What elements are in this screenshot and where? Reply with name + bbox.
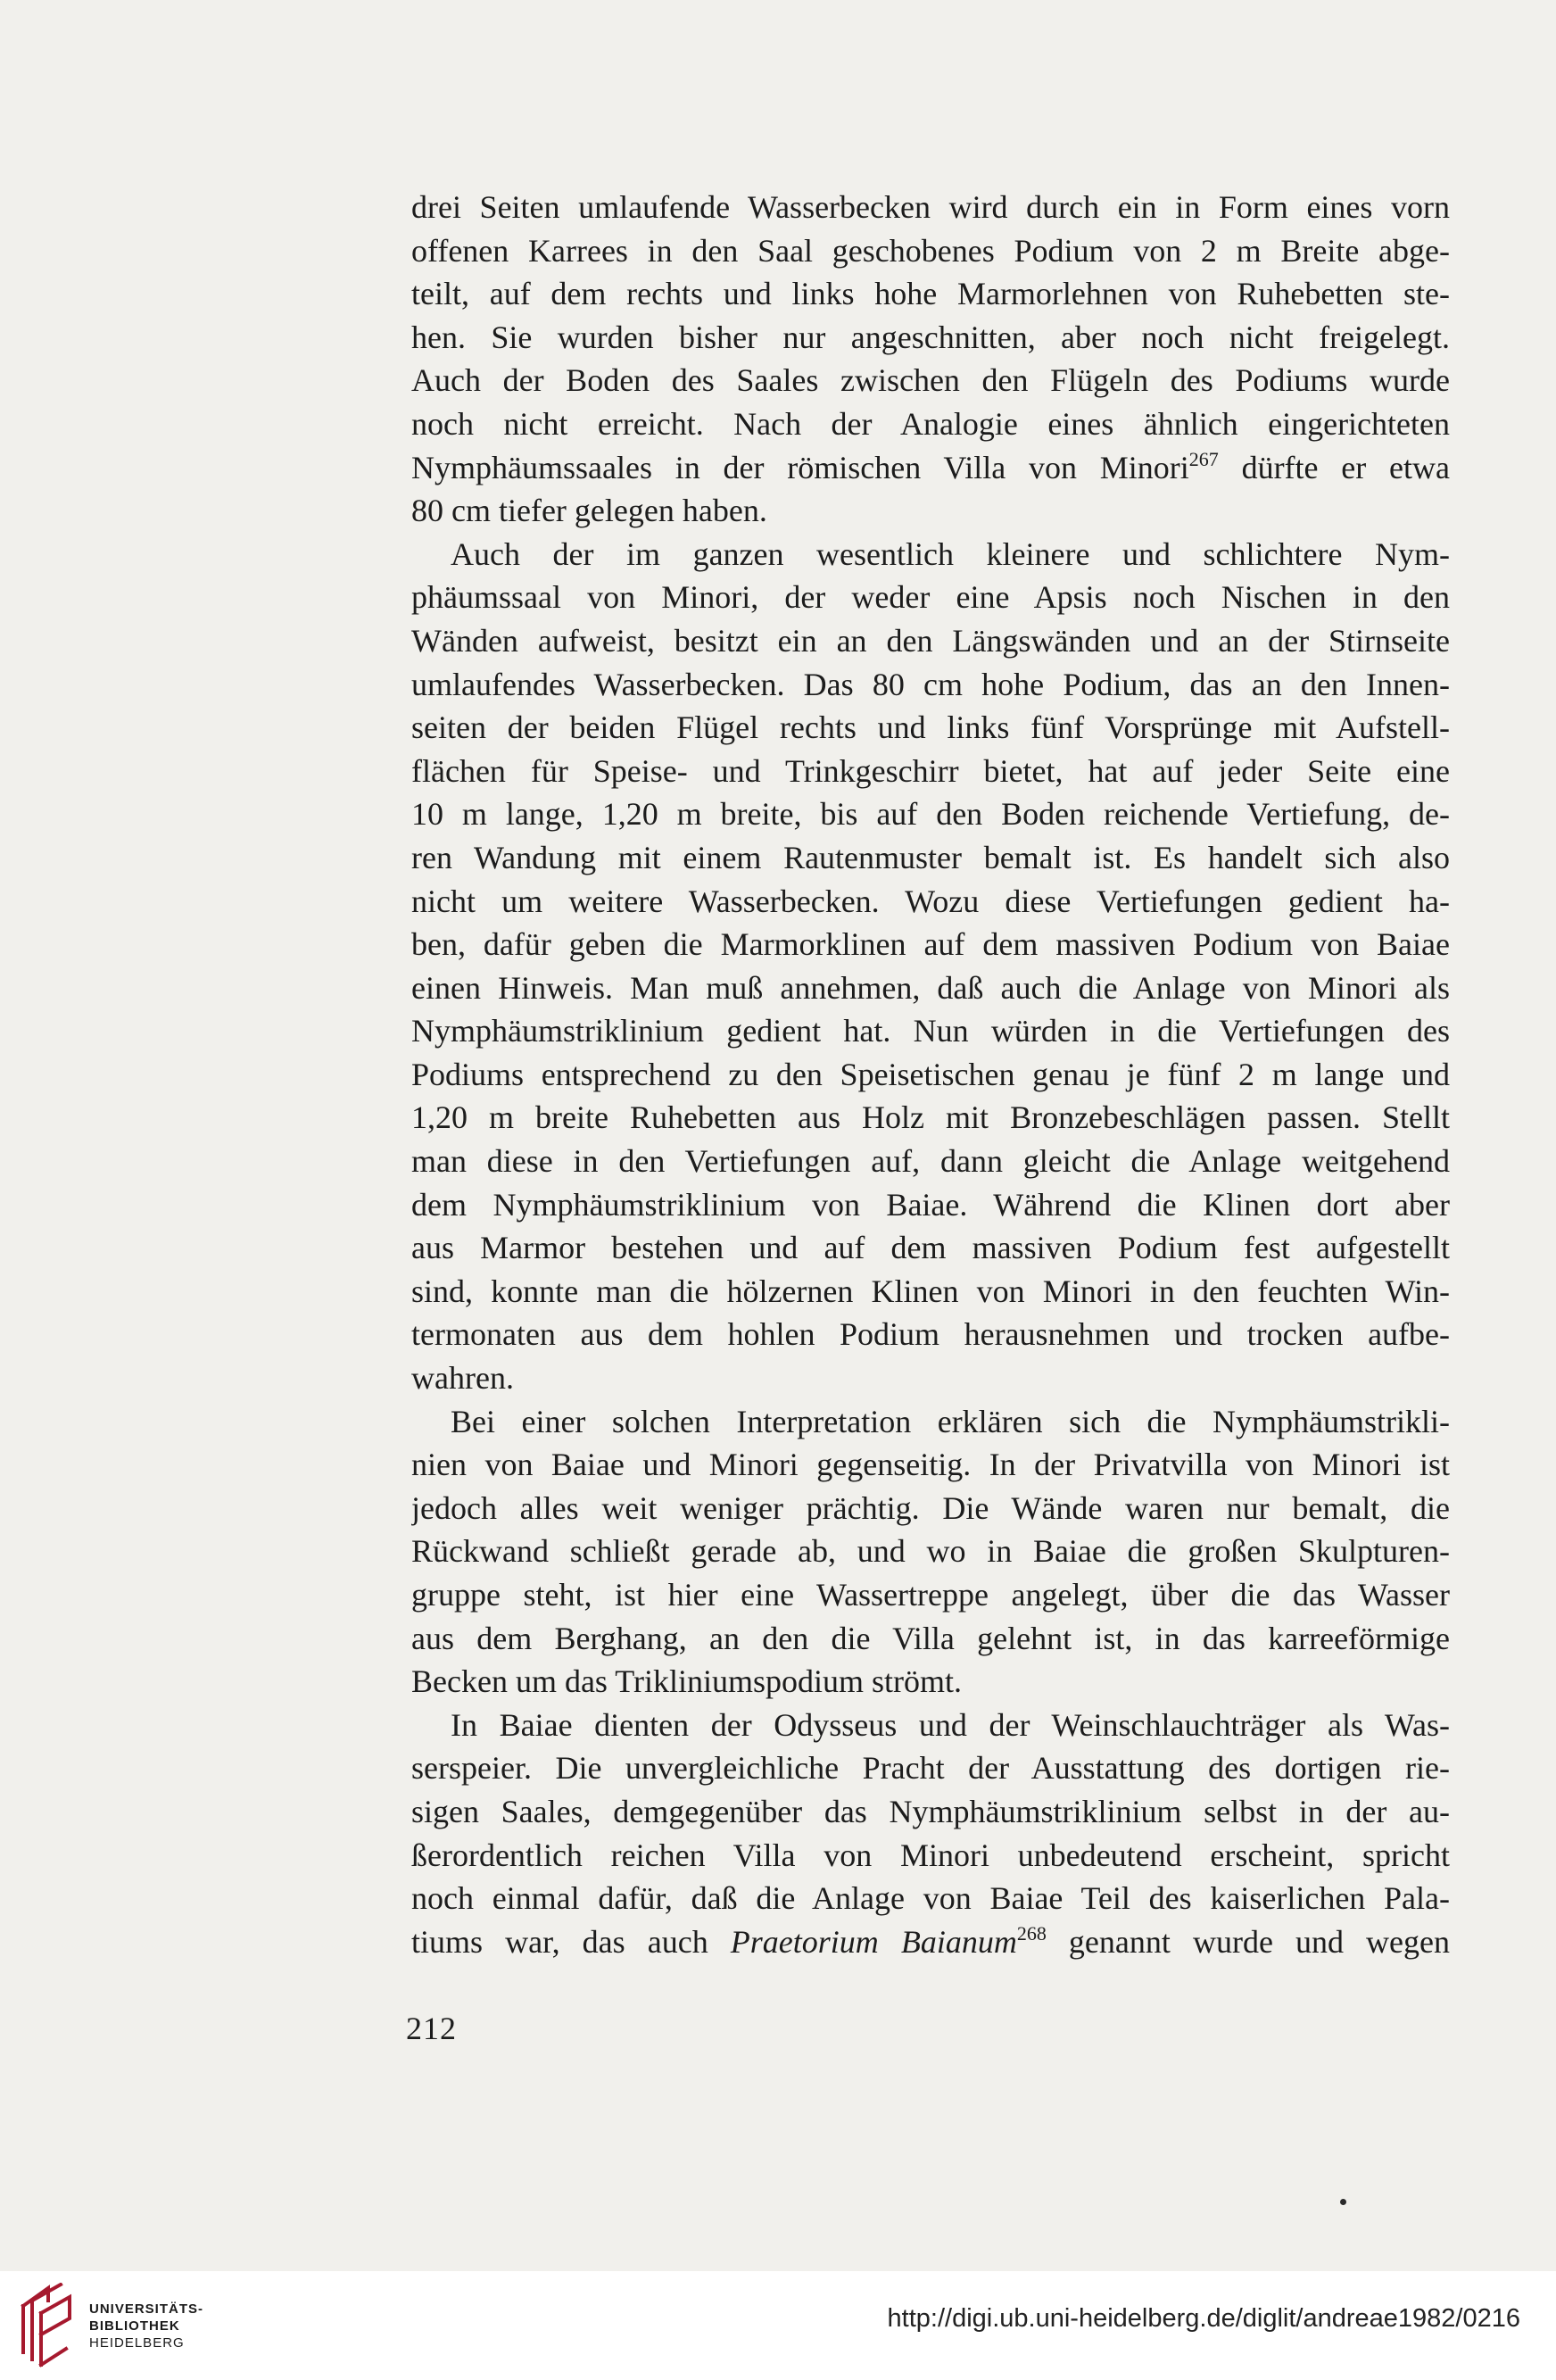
text-line: Wänden aufweist, besitzt ein an den Längswänden und an der Stirnseite	[411, 622, 1450, 659]
text-line: teilt, auf dem rechts und links hohe Marmorlehnen von Ruhebetten ste-	[411, 276, 1450, 312]
page-number: 212	[406, 2011, 457, 2046]
text-fragment: tiums war, das auch	[411, 1923, 708, 1960]
library-name-line: BIBLIOTHEK	[89, 2318, 180, 2334]
text-line: aus dem Berghang, an den die Villa gelehnt ist, in das karreeförmige	[411, 1620, 1450, 1656]
text-line: dem Nymphäumstriklinium von Baiae. Während die Klinen dort aber	[411, 1186, 1450, 1223]
logo-strokes	[23, 2285, 70, 2365]
text-line: ren Wandung mit einem Rautenmuster bemalt ist. Es handelt sich also	[411, 839, 1450, 875]
text-line: Nymphäumstriklinium gedient hat. Nun würden in die Vertiefungen des	[411, 1013, 1450, 1049]
text-line: aus Marmor bestehen und auf dem massiven Podium fest aufgestellt	[411, 1230, 1450, 1266]
text-line: ben, dafür geben die Marmorklinen auf dem massiven Podium von Baiae	[411, 926, 1450, 963]
text-line: Rückwand schließt gerade ab, und wo in Baiae die großen Skulpturen-	[411, 1533, 1450, 1570]
text-line: jedoch alles weit weniger prächtig. Die Wände waren nur bemalt, die	[411, 1489, 1450, 1526]
text-line: nicht um weitere Wasserbecken. Wozu diese Vertiefungen gedient ha-	[411, 883, 1450, 919]
text-line: termonaten aus dem hohlen Podium herausnehmen und trocken aufbe-	[411, 1316, 1450, 1353]
text-line: nien von Baiae und Minori gegenseitig. In der Privatvilla von Minori ist	[411, 1447, 1450, 1483]
text-fragment: Nymphäumssaales in der römischen Villa von Minori	[411, 449, 1189, 485]
text-line	[411, 446, 1450, 490]
text-line: hen. Sie wurden bisher nur angeschnitten, aber noch nicht freigelegt.	[411, 319, 1450, 355]
library-logo-icon	[18, 2283, 75, 2368]
text-fragment: dürfte er etwa	[1241, 449, 1450, 485]
text-line: gruppe steht, ist hier eine Wassertreppe angelegt, über die das Wasser	[411, 1577, 1450, 1613]
library-name-line: HEIDELBERG	[89, 2335, 185, 2351]
text-line: wahren.	[411, 1360, 514, 1397]
text-line: sind, konnte man die hölzernen Klinen von Minori in den feuchten Win-	[411, 1273, 1450, 1309]
text-line: drei Seiten umlaufende Wasserbecken wird durch ein in Form eines vorn	[411, 189, 1450, 225]
text-line: noch nicht erreicht. Nach der Analogie eines ähnlich eingerichteten	[411, 405, 1450, 442]
footnote-ref: 268	[1016, 1921, 1047, 1945]
body-text	[411, 186, 1450, 1963]
text-line: sigen Saales, demgegenüber das Nymphäumstriklinium selbst in der au-	[411, 1793, 1450, 1829]
text-line: man diese in den Vertiefungen auf, dann gleicht die Anlage weitgehend	[411, 1143, 1450, 1180]
library-name	[89, 2301, 203, 2351]
text-line: 1,20 m breite Ruhebetten aus Holz mit Bronzebeschlägen passen. Stellt	[411, 1099, 1450, 1136]
text-line: seiten der beiden Flügel rechts und links fünf Vorsprünge mit Aufstell-	[411, 709, 1450, 746]
text-line: noch einmal dafür, daß die Anlage von Baiae Teil des kaiserlichen Pala-	[411, 1880, 1450, 1917]
text-line: phäumssaal von Minori, der weder eine Apsis noch Nischen in den	[411, 579, 1450, 616]
text-line: flächen für Speise- und Trinkgeschirr bietet, hat auf jeder Seite eine	[411, 752, 1450, 789]
text-line: einen Hinweis. Man muß annehmen, daß auch die Anlage von Minori als	[411, 969, 1450, 1006]
text-line: Podiums entsprechend zu den Speisetischen genau je fünf 2 m lange und	[411, 1056, 1450, 1092]
text-line: umlaufendes Wasserbecken. Das 80 cm hohe Podium, das an den Innen-	[411, 666, 1450, 702]
text-line: 10 m lange, 1,20 m breite, bis auf den Boden reichende Vertiefung, de-	[411, 796, 1450, 833]
text-line: Bei einer solchen Interpretation erklären sich die Nymphäumstrikli-	[451, 1403, 1450, 1439]
text-line: serspeier. Die unvergleichliche Pracht der Ausstattung des dortigen rie-	[411, 1750, 1450, 1787]
text-line: offenen Karrees in den Saal geschobenes Podium von 2 m Breite abge-	[411, 232, 1450, 269]
source-url-link[interactable]: http://digi.ub.uni-heidelberg.de/diglit/andreae1982/0216	[887, 2304, 1520, 2333]
scan-speck	[1340, 2199, 1346, 2205]
text-line: Auch der im ganzen wesentlich kleinere und schlichtere Nym-	[451, 535, 1450, 572]
text-fragment: genannt wurde und wegen	[1068, 1923, 1450, 1960]
text-line	[411, 1920, 1450, 1964]
text-line: Auch der Boden des Saales zwischen den Flügeln des Podiums wurde	[411, 362, 1450, 399]
text-line: ßerordentlich reichen Villa von Minori unbedeutend erscheint, spricht	[411, 1837, 1450, 1873]
text-line: 80 cm tiefer gelegen haben.	[411, 493, 767, 529]
italic-title: Praetorium Baianum	[730, 1923, 1017, 1960]
library-name-line: UNIVERSITÄTS-	[89, 2301, 204, 2317]
text-line: In Baiae dienten der Odysseus und der Weinschlauchträger als Was-	[451, 1706, 1450, 1743]
text-line: Becken um das Trikliniumspodium strömt.	[411, 1663, 963, 1700]
footnote-ref: 267	[1188, 447, 1219, 470]
